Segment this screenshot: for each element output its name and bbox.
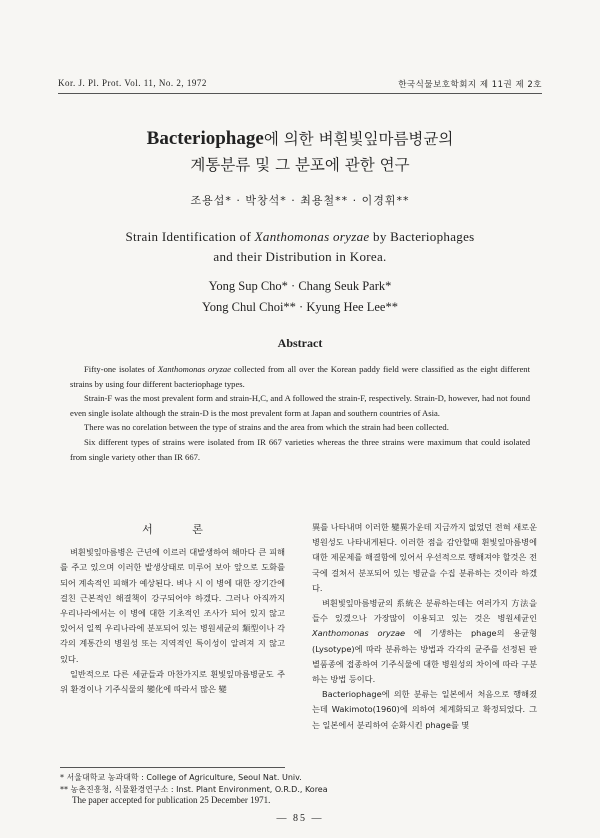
- body-p2-post: 에 기생하는 phage의 용균형(Lysotype)에 따라 분류하는 방법과 각각의 균주를 선정된 판별품종에 접종하여 기주식물에 대한 병원성의 차이에 따라 구분하는 방법 등이다.: [312, 628, 538, 685]
- footnotes: [60, 772, 540, 807]
- header-rule: [58, 93, 542, 94]
- abstract-p1-pre: Fifty-one isolates of: [84, 364, 158, 374]
- body-p2-pre: 벼흰빛잎마름병균의 系統은 분류하는데는 여러가지 方法을 들수 있겠으나 가장많이 이용되고 있는 것은 병원세균인: [312, 598, 537, 624]
- abstract-paragraph: [70, 362, 530, 391]
- title-en-line2: and their Distribution in Korea.: [213, 249, 387, 264]
- abstract-body: [70, 362, 530, 464]
- abstract-paragraph: There was no corelation between the type of strains and the area from which the strain had been collected.: [84, 422, 449, 433]
- authors-en-line1: Yong Sup Cho* · Chang Seuk Park*: [208, 279, 392, 293]
- journal-citation: Kor. J. Pl. Prot. Vol. 11, No. 2, 1972: [58, 78, 207, 88]
- body-paragraph: [312, 596, 537, 687]
- page-number: — 85 —: [276, 813, 324, 824]
- body-paragraph: 벼흰빛잎마름병은 근년에 이르러 대발생하여 해마다 큰 피해를 주고 있으며 이러한 발생상태로 미루어 보아 앞으로 도화를 되어 계속적인 피해가 예상된다. 벼나 시 이 병에 대한 장기간에 걸친 근본적인 해결책이 강구되어야 하겠다. 그러나 아직까지 우리나라에서는 이 병에 대한 기초적인 조사가 되어 있지 않고 있어서 일찍 우리나라에 분포되어 있는 병원세균의 類型이나 각각의 계통간의 병원성 또는 지역적인 특이성이 알려져 지 않고 있다.: [60, 547, 285, 664]
- title-en-line1-post: by Bacteriophages: [369, 229, 475, 244]
- abstract-paragraph: Strain-F was the most prevalent form and strain-H,C, and A followed the strain-F, respectively. Strain-D, however, had not found even single isolate although the strain-D is the most prevalent form at Japan and southern countries of Asia.: [70, 393, 530, 418]
- body-column-right: [312, 520, 537, 733]
- title-english-part: Bacteriophage: [146, 128, 264, 149]
- journal-name-korean: 한국식물보호학회지 제 11권 제 2호: [398, 80, 542, 90]
- title-en-line1-pre: Strain Identification of: [125, 229, 255, 244]
- footnote-affiliation-1: * 서울대학교 농과대학 : College of Agriculture, Seoul Nat. Univ.: [60, 773, 302, 782]
- authors-en-line2: Yong Chul Choi** · Kyung Hee Lee**: [202, 300, 398, 314]
- body-paragraph: 일반적으로 다른 세균들과 마찬가지로 흰빛잎마름병균도 주위 환경이나 기주식물의 變化에 따라서 많은 變: [60, 668, 285, 695]
- footnote-affiliation-2: ** 농촌진흥청, 식물환경연구소 : Inst. Plant Environment, O.R.D., Korea: [60, 784, 328, 794]
- section-heading-introduction: 서 론: [142, 523, 221, 536]
- footnote-accepted-date: The paper accepted for publication 25 December 1971.: [72, 795, 271, 805]
- body-p2-species: Xanthomonas oryzae: [312, 628, 406, 639]
- abstract-p1-post: collected from all over the Korean paddy field were classified as the eight different strains by using four different bacteriophage types.: [70, 364, 530, 389]
- title-korean-line1: 에 의한 벼흰빛잎마름병균의: [263, 130, 454, 148]
- abstract-p1-species: Xanthomonas oryzae: [157, 364, 231, 374]
- body-paragraph: 異를 나타내며 이러한 變異가운데 지금까지 없었던 전혀 새로운 병원성도 나타내게된다. 이러한 점을 감안할때 흰빛잎마름병에 대한 제문제를 해결함에 있어서 우선적으로 행해져야 할것은 전국에 걸쳐서 분포되어 있는 병균을 수집 분류하는 것이라 하겠다.: [312, 522, 537, 593]
- body-paragraph: Bacteriophage에 의한 분류는 일본에서 처음으로 행해졌는데 Wakimoto(1960)에 의하여 체계화되고 확정되었다. 그는 일본에서 분리하여 순화시킨 phage를 몇: [312, 689, 537, 730]
- footnote-rule: [60, 767, 285, 768]
- title-korean-line2: 계통분류 및 그 분포에 관한 연구: [190, 156, 410, 174]
- authors-korean: 조용섭* · 박창석* · 최용철** · 이경휘**: [190, 194, 410, 207]
- paper-title-english: [0, 227, 600, 267]
- paper-title-korean: [0, 126, 600, 178]
- authors-english: [0, 276, 600, 318]
- abstract-heading: Abstract: [277, 336, 323, 350]
- abstract-paragraph: Six different types of strains were isolated from IR 667 varieties whereas the three strains were maximum that could isolated from single variety other than IR 667.: [70, 436, 530, 462]
- title-en-species: Xanthomonas oryzae: [254, 229, 370, 244]
- body-column-left: [60, 520, 285, 697]
